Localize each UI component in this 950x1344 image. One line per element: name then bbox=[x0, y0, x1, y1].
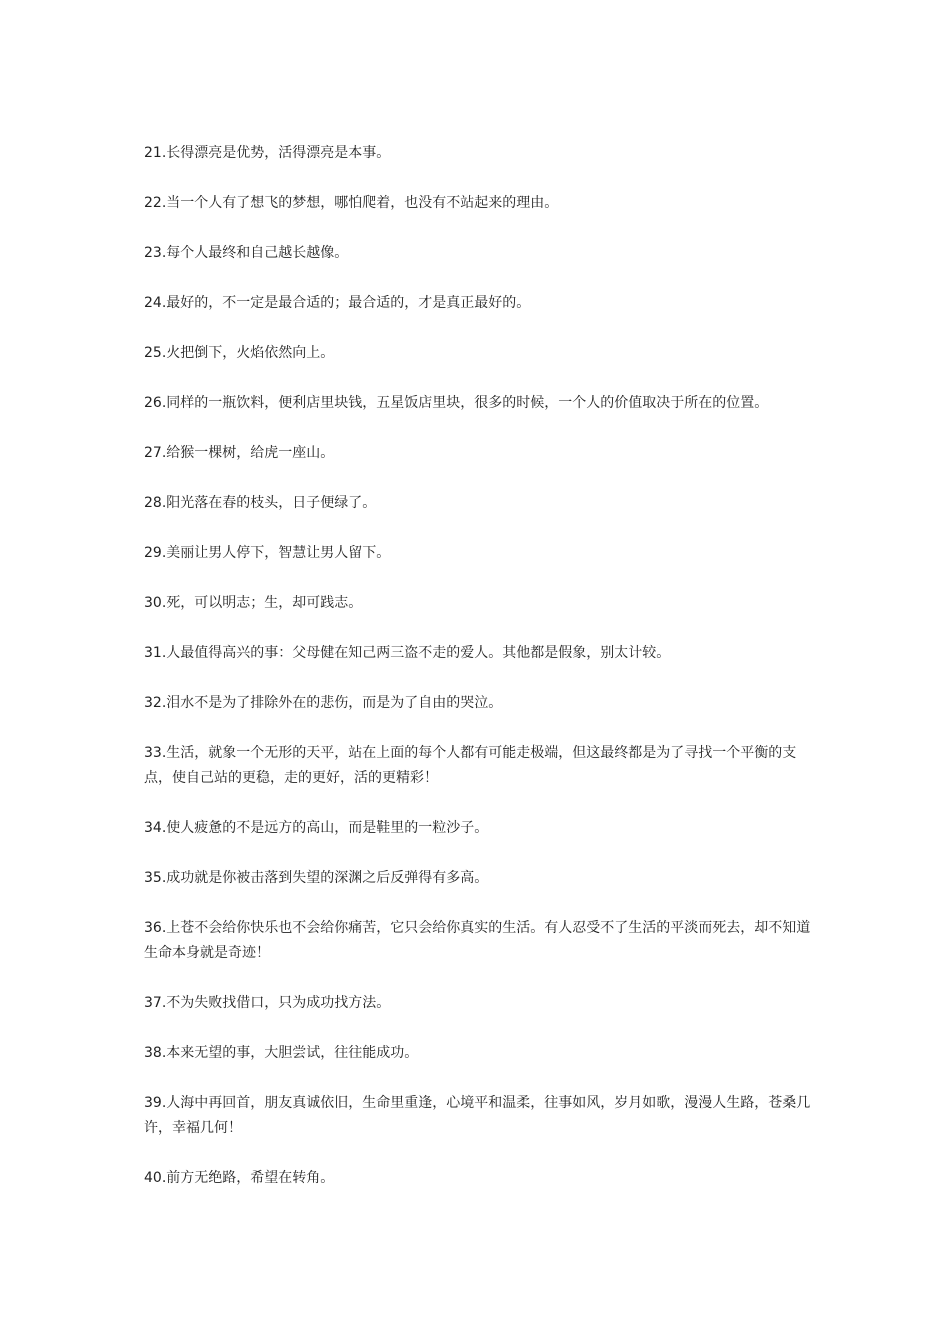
quote-item-28: 28.阳光落在春的枝头，日子便绿了。 bbox=[144, 495, 377, 511]
quote-list bbox=[144, 141, 812, 1216]
quote-item-38: 38.本来无望的事，大胆尝试，往往能成功。 bbox=[144, 1045, 419, 1061]
quote-item-30: 30.死，可以明志；生，却可践志。 bbox=[144, 595, 363, 611]
quote-item-39: 39.人海中再回首，朋友真诚依旧，生命里重逢，心境平和温柔，往事如风，岁月如歌，漫漫人生路，苍桑几许，幸福几何！ bbox=[144, 1095, 811, 1136]
quote-item-40: 40.前方无绝路，希望在转角。 bbox=[144, 1170, 335, 1186]
quote-item-21: 21.长得漂亮是优势，活得漂亮是本事。 bbox=[144, 145, 391, 161]
quote-item-32: 32.泪水不是为了排除外在的悲伤，而是为了自由的哭泣。 bbox=[144, 695, 503, 711]
quote-item-36: 36.上苍不会给你快乐也不会给你痛苦，它只会给你真实的生活。有人忍受不了生活的平淡而死去，却不知道生命本身就是奇迹！ bbox=[144, 920, 811, 961]
quote-item-22: 22.当一个人有了想飞的梦想，哪怕爬着，也没有不站起来的理由。 bbox=[144, 195, 559, 211]
quote-item-35: 35.成功就是你被击落到失望的深渊之后反弹得有多高。 bbox=[144, 870, 489, 886]
quote-item-29: 29.美丽让男人停下，智慧让男人留下。 bbox=[144, 545, 391, 561]
quote-item-25: 25.火把倒下，火焰依然向上。 bbox=[144, 345, 335, 361]
quote-item-31: 31.人最值得高兴的事：父母健在知己两三盗不走的爱人。其他都是假象，别太计较。 bbox=[144, 645, 671, 661]
quote-item-34: 34.使人疲惫的不是远方的高山，而是鞋里的一粒沙子。 bbox=[144, 820, 489, 836]
quote-item-24: 24.最好的，不一定是最合适的；最合适的，才是真正最好的。 bbox=[144, 295, 531, 311]
quote-item-33: 33.生活，就象一个无形的天平，站在上面的每个人都有可能走极端，但这最终都是为了寻找一个平衡的支点，使自己站的更稳，走的更好，活的更精彩！ bbox=[144, 745, 797, 786]
quote-item-37: 37.不为失败找借口，只为成功找方法。 bbox=[144, 995, 391, 1011]
quote-item-26: 26.同样的一瓶饮料，便利店里块钱，五星饭店里块，很多的时候，一个人的价值取决于所在的位置。 bbox=[144, 395, 769, 411]
quote-item-27: 27.给猴一棵树，给虎一座山。 bbox=[144, 445, 335, 461]
quote-item-23: 23.每个人最终和自己越长越像。 bbox=[144, 245, 349, 261]
